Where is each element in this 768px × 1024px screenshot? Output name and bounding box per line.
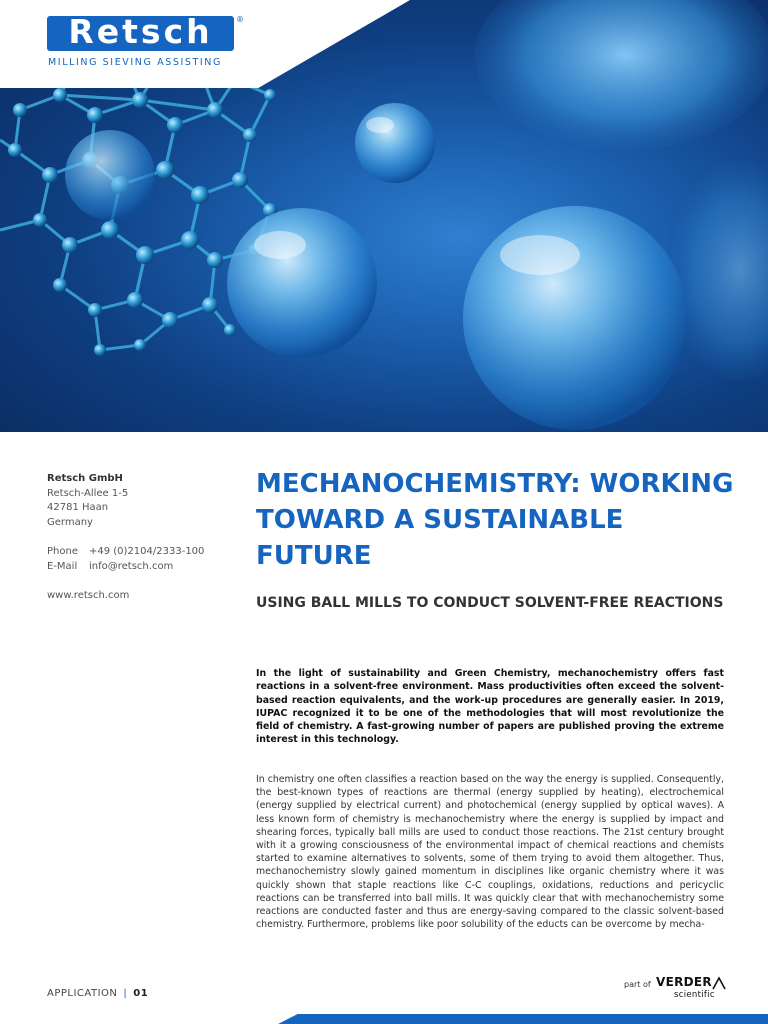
logo-tagline: MILLING SIEVING ASSISTING (48, 57, 222, 68)
footer-separator: | (123, 988, 128, 999)
article-subtitle: USING BALL MILLS TO CONDUCT SOLVENT-FREE REACTIONS (256, 595, 724, 611)
verder-arrow-icon (712, 976, 726, 990)
footer-accent-bar (278, 1014, 768, 1024)
retsch-logo[interactable]: Retsch (68, 12, 213, 51)
phone-label: Phone (47, 546, 78, 557)
phone-row (47, 545, 237, 560)
section-label: APPLICATION (47, 988, 118, 999)
city-address: 42781 Haan (47, 502, 109, 513)
article-abstract: In the light of sustainability and Green Chemistry, mechanochemistry offers fast reactions in a solvent-free environment. Mass productivities often exceed the solvent-based reaction equivalents, and the work-up procedures are generally easier. In 2019, IUPAC recognized it to be one of the methodologies that will most revolutionize the field of chemistry. A fast-growing number of papers are published proving the extreme interest in this technology. (256, 668, 724, 746)
hero-image (0, 0, 768, 432)
contact-sidebar (47, 472, 237, 604)
verder-logo[interactable]: VERDER (656, 975, 712, 989)
small-sphere-left (65, 130, 155, 220)
company-name: Retsch GmbH (47, 473, 123, 484)
email-link[interactable]: info@retsch.com (89, 560, 174, 572)
page-number: 01 (133, 988, 149, 999)
street-address: Retsch-Allee 1-5 (47, 487, 129, 499)
email-label: E-Mail (47, 560, 78, 572)
sphere-middle (227, 208, 377, 358)
email-row (47, 560, 237, 575)
country: Germany (47, 516, 93, 528)
page-footer (47, 988, 148, 999)
small-sphere-center (355, 103, 435, 183)
article-title: MECHANOCHEMISTRY: WORKING TOWARD A SUSTAINABLE FUTURE (256, 469, 734, 571)
verder-scientific-label: scientific (674, 990, 715, 1000)
article-body: In chemistry one often classifies a reaction based on the way the energy is supplied. Consequently, the best-known types of reactions are thermal (energy supplied by heating), electrochemical (energy supplied by electrical current) and photochemical (energy supplied by optical waves). A less known form of chemistry is mechanochemistry where the energy is supplied by impact and shearing forces, typically ball mills are used to conduct those reactions. The 21st century brought with it a growing consciousness of the environmental impact of chemical reactions and chemists started to examine alternatives to solvents, some of them trying to avoid them altogether. Thus, mechanochemistry slowly gained momentum in disciplines like organic chemistry where it was quickly shown that staple reactions like C-C couplings, oxidations, reductions and pericyclic reactions can be transferred into ball mills. It was quickly clear that with mechanochemistry some reactions are conducted faster and thus are energy-saving compared to the classic solvent-based chemistry. Furthermore, problems like poor solubility of the educts can be overcome by mecha- (256, 774, 724, 931)
registered-mark: ® (236, 15, 244, 24)
website-link[interactable]: www.retsch.com (47, 590, 130, 601)
sphere-large (463, 206, 687, 430)
phone-number[interactable]: +49 (0)2104/2333-100 (89, 546, 205, 557)
part-of-label: part of (624, 980, 651, 989)
